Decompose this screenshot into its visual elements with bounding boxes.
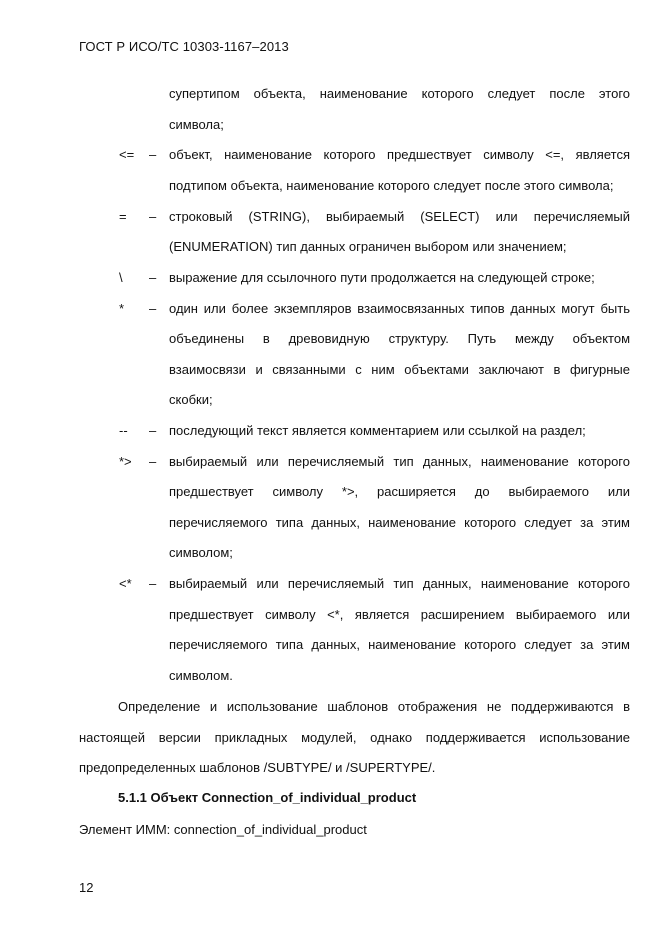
- item-text-line: (ENUMERATION) тип данных ограничен выбором или значением;: [169, 239, 567, 254]
- item-text-line: выражение для ссылочного пути продолжается на следующей строке;: [169, 270, 595, 285]
- item-text-line: последующий текст является комментарием или ссылкой на раздел;: [169, 423, 586, 438]
- item-text-line: скобки;: [169, 392, 213, 407]
- item-text-line: предшествует символу <*, является расширением выбираемого или: [169, 607, 630, 622]
- item-dash: –: [149, 423, 157, 438]
- paragraph-line: предопределенных шаблонов /SUBTYPE/ и /SUPERTYPE/.: [79, 760, 436, 775]
- item-text-line: выбираемый или перечисляемый тип данных, наименование которого: [169, 576, 630, 591]
- item-text-line: взаимосвязи и связанными с ним объектами заключают в фигурные: [169, 362, 630, 377]
- section-heading: 5.1.1 Объект Connection_of_individual_product: [118, 790, 417, 805]
- item-text-line: предшествует символу *>, расширяется до выбираемого или: [169, 484, 630, 499]
- item-dash: –: [149, 301, 157, 316]
- item-symbol: *>: [119, 454, 132, 469]
- item-text-line: один или более экземпляров взаимосвязанных типов данных могут быть: [169, 301, 630, 316]
- item-symbol: \: [119, 270, 123, 285]
- item-text-line: символом;: [169, 545, 233, 560]
- item-dash: –: [149, 270, 157, 285]
- item-symbol: =: [119, 209, 127, 224]
- item-text-line: выбираемый или перечисляемый тип данных, наименование которого: [169, 454, 630, 469]
- item-dash: –: [149, 576, 157, 591]
- item-text-line: супертипом объекта, наименование которого следует после этого: [169, 86, 630, 101]
- paragraph-line: настоящей версии прикладных модулей, однако поддерживается использование: [79, 730, 630, 745]
- page-number: 12: [79, 880, 94, 895]
- item-dash: –: [149, 454, 157, 469]
- element-line: Элемент ИММ: connection_of_individual_product: [79, 822, 367, 837]
- item-symbol: <*: [119, 576, 132, 591]
- item-text-line: объект, наименование которого предшествует символу <=, является: [169, 147, 630, 162]
- item-text-line: перечисляемого типа данных, наименование которого следует за этим: [169, 637, 630, 652]
- item-dash: –: [149, 147, 157, 162]
- item-text-line: подтипом объекта, наименование которого следует после этого символа;: [169, 178, 614, 193]
- item-symbol: <=: [119, 147, 135, 162]
- item-text-line: символа;: [169, 117, 224, 132]
- item-text-line: символом.: [169, 668, 233, 683]
- item-text-line: перечисляемого типа данных, наименование которого следует за этим: [169, 515, 630, 530]
- paragraph-line: Определение и использование шаблонов отображения не поддерживаются в: [118, 699, 630, 714]
- item-symbol: *: [119, 301, 125, 316]
- item-text-line: строковый (STRING), выбираемый (SELECT) или перечисляемый: [169, 209, 630, 224]
- item-dash: –: [149, 209, 157, 224]
- item-text-line: объединены в древовидную структуру. Путь между объектом: [169, 331, 630, 346]
- item-symbol: --: [119, 423, 128, 438]
- page-header: ГОСТ Р ИСО/ТС 10303-1167–2013: [79, 39, 289, 54]
